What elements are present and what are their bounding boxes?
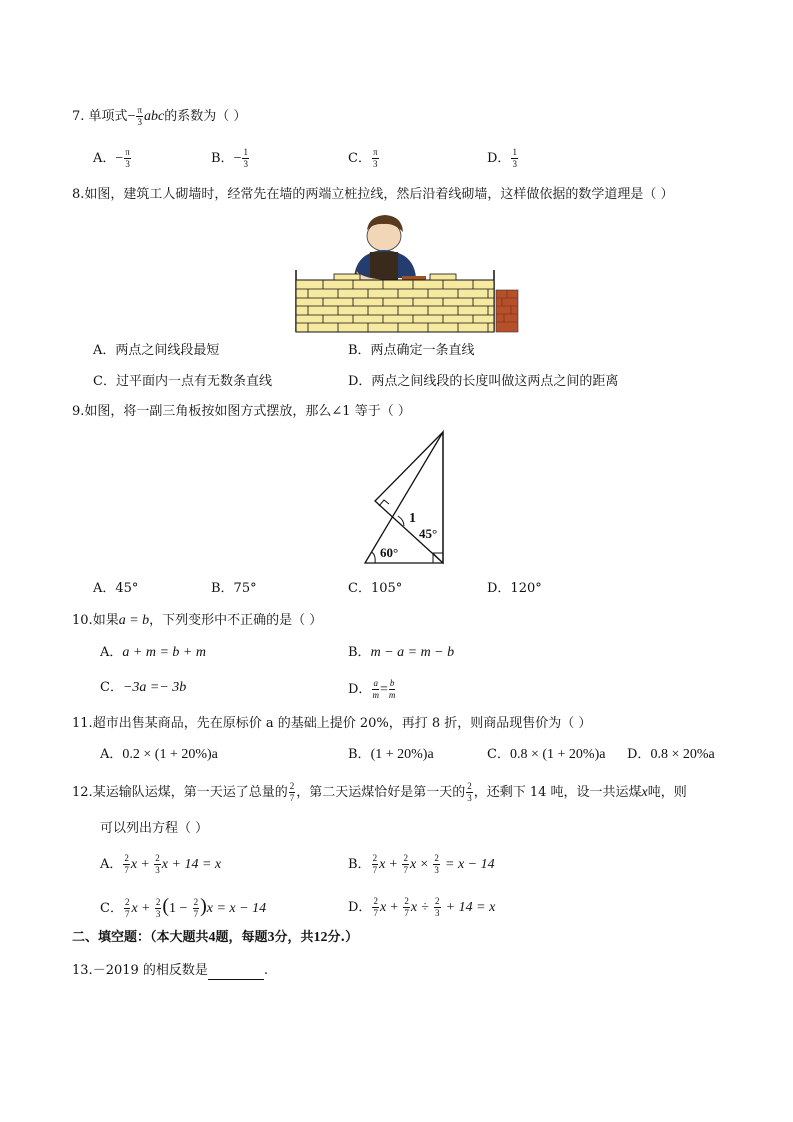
q12-option-d[interactable]: D． $\frac{2}{7}$ x + $\frac{2}{7}$ x ÷ $\frac{2}{3}$ + 14 = x <box>348 896 496 918</box>
q7-stem-text: 单项式 <box>88 109 128 124</box>
q9-option-a[interactable]: A．45° <box>93 581 139 596</box>
q10-stem: 10.如果a = b，下列变形中不正确的是（ ） <box>72 613 323 628</box>
q9-option-b[interactable]: B．75° <box>211 581 257 596</box>
q10-option-d[interactable]: D． $\frac{a}{m}$ = $\frac{b}{m}$ <box>348 678 396 700</box>
angle-1-label: 1 <box>409 511 416 526</box>
q10-option-c[interactable]: C．−3a =− 3b <box>100 680 187 695</box>
q9-stem: 9.如图，将一副三角板按如图方式摆放，那么∠1 等于（ ） <box>72 404 411 419</box>
brick-wall-worker-figure <box>290 210 522 335</box>
q7-number: 7. <box>72 109 85 124</box>
q10-option-a[interactable]: A．a + m = b + m <box>100 645 206 660</box>
q11-stem: 11.超市出售某商品，先在原标价 a 的基础上提价 20%，再打 8 折，则商品现售价为（ ） <box>72 716 592 731</box>
q7-stem: 7. 单项式− $\frac{\pi}{3}$ abc的系数为（ ） <box>72 105 247 127</box>
q9-option-c[interactable]: C．105° <box>348 581 403 596</box>
q11-option-d[interactable]: D．0.8 × 20%a <box>627 747 715 762</box>
q7-option-a[interactable]: A．− $\frac{\pi}{3}$ <box>93 147 130 169</box>
section-2-heading: 二、填空题：（本大题共4题，每题3分，共12分.） <box>72 930 359 945</box>
q12-option-c[interactable]: C． $\frac{2}{7}$ x + $\frac{2}{3}$ (1 − $\frac{2}{7}$ )x = x − 14 <box>100 895 267 919</box>
q11-option-a[interactable]: A．0.2 × (1 + 20%)a <box>100 747 218 762</box>
q8-option-c[interactable]: C．过平面内一点有无数条直线 <box>93 374 272 389</box>
q11-option-c[interactable]: C．0.8 × (1 + 20%)a <box>487 747 606 762</box>
triangle-set-figure <box>360 428 450 568</box>
q13-stem: 13.－2019 的相反数是 . <box>72 963 269 978</box>
q8-option-a[interactable]: A．两点之间线段最短 <box>93 343 220 358</box>
q7-option-b[interactable]: B．− $\frac{1}{3}$ <box>211 147 248 169</box>
q12-option-a[interactable]: A． $\frac{2}{7}$ x + $\frac{2}{3}$ x + 14 = x <box>100 853 222 875</box>
q12-option-b[interactable]: B． $\frac{2}{7}$ x + $\frac{2}{7}$ x × $\frac{2}{3}$ = x − 14 <box>348 853 495 875</box>
q8-stem: 8.如图，建筑工人砌墙时，经常先在墙的两端立桩拉线，然后沿着线砌墙，这样做依据的数学道理是（ ） <box>72 187 674 202</box>
q13-answer-blank[interactable] <box>208 965 264 980</box>
q12-stem: 12.某运输队运煤，第一天运了总量的 $\frac{2}{7}$ ，第二天运煤恰好是第一天的 $\frac{2}{3}$ ，还剩下 14 吨，设一共运煤x吨，则 <box>72 781 687 803</box>
q8-option-d[interactable]: D．两点之间线段的长度叫做这两点之间的距离 <box>348 374 619 389</box>
q7-fraction: $\frac{\pi}{3}$ <box>137 105 143 127</box>
q12-stem-line2: 可以列出方程（ ） <box>100 821 209 836</box>
worker-figure <box>354 215 426 286</box>
q7-option-d[interactable]: D． $\frac{1}{3}$ <box>487 147 517 169</box>
angle-60-label: 60° <box>380 545 399 560</box>
q10-option-b[interactable]: B．m − a = m − b <box>348 645 455 660</box>
q7-option-c[interactable]: C． $\frac{\pi}{3}$ <box>348 147 378 169</box>
angle-45-label: 45° <box>419 526 438 541</box>
q11-option-b[interactable]: B．(1 + 20%)a <box>348 747 434 762</box>
q8-option-b[interactable]: B．两点确定一条直线 <box>348 343 475 358</box>
q9-option-d[interactable]: D．120° <box>487 581 542 596</box>
